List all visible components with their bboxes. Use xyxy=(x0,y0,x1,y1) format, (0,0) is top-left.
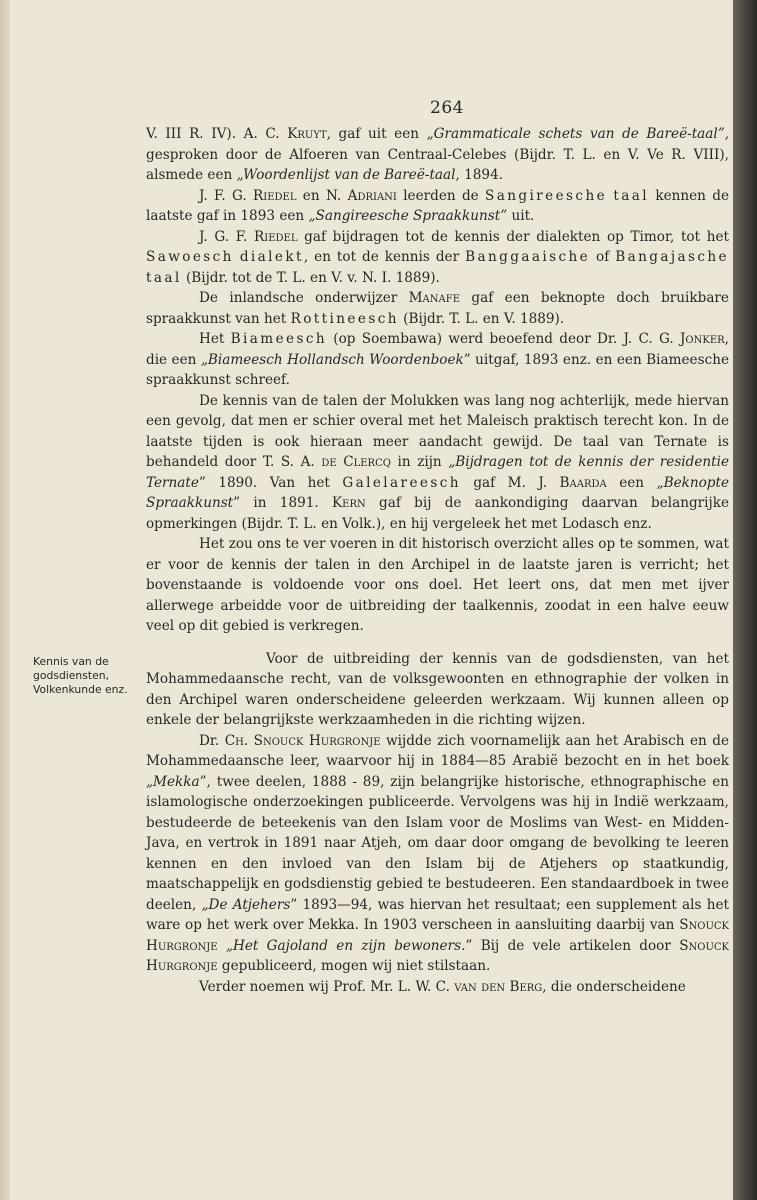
text-run: Banggaaische xyxy=(465,249,591,265)
text-run: taal xyxy=(146,269,182,286)
text-run: of xyxy=(590,249,616,265)
text-run: „De Atjehers xyxy=(201,896,291,913)
page-edge-right xyxy=(733,0,757,1200)
text-run: (Bijdr. T. L. en V. 1889). xyxy=(398,310,565,327)
text-run: , 1894. xyxy=(455,167,504,183)
text-run: Manafe xyxy=(408,290,460,306)
text-run: ”, twee deelen, 1888 - 89, zijn belangrijke historische, ethnographische en islamologische onderzoekingen publiceerde. Vervolgens was hij in Indië werkzaam, bestudeerde de beteekenis van den Islam voor de Moslims van West- en Midden-Java, en vertrok in 1891 naar Atjeh, om daar door omgang de bevolking te leeren kennen en den invloed van den Islam bij de Atjehers op staatkundig, maatschappelijk en godsdienstig gebied te bestudeeren. Een standaardboek in twee deelen, xyxy=(146,773,729,913)
text-run: J. F. G. xyxy=(199,187,254,204)
text-run: „Beknopte Spraakkunst xyxy=(146,474,729,511)
text-run: , gaf uit een xyxy=(326,126,427,142)
text-run: taal xyxy=(613,187,649,204)
paragraph xyxy=(146,227,729,289)
text-run: „Sangireesche Spraakkunst” xyxy=(308,208,508,224)
text-run: Ch. Snouck Hurgronje xyxy=(224,732,381,749)
text-run: Sawoesch xyxy=(146,249,234,265)
text-run: „Woordenlijst van de Bareë-taal xyxy=(236,167,456,183)
text-run: wijdde zich voornamelijk aan het Arabisch en de Mohammedaansche leer, waarvoor hij in 1884—85 Arabië bezocht en in het boek xyxy=(146,732,730,769)
paragraph xyxy=(146,186,729,227)
text-run: „Het Gajoland en zijn bewoners. xyxy=(225,937,466,954)
paragraph xyxy=(146,534,729,637)
text-run: Biameesch xyxy=(230,331,328,347)
text-run: J. G. F. xyxy=(199,228,255,245)
section-paragraph-list xyxy=(146,649,729,998)
text-run: „Bijdragen tot de kennis der residentie Ternate xyxy=(146,454,730,491)
margin-note: Kennis van de godsdiensten, Volkenkunde enz. xyxy=(33,654,128,696)
paragraph-list xyxy=(146,124,729,637)
text-run: De inlandsche onderwijzer xyxy=(199,290,409,306)
text-run: Snouck Hurgronje xyxy=(146,937,730,974)
text-run: leerden de xyxy=(396,187,486,204)
text-run: Baarda xyxy=(559,474,607,491)
text-run: ” uitgaf, 1893 enz. en een Biameesche spraakkunst schreef. xyxy=(146,351,729,388)
text-run: gepubliceerd, mogen wij niet stilstaan. xyxy=(217,958,491,974)
text-run: Adriani xyxy=(347,187,397,204)
text-run: dialekt xyxy=(239,249,304,265)
paragraph xyxy=(146,649,729,731)
text-run: , die een xyxy=(146,331,729,368)
text-run: Jonker xyxy=(679,331,725,347)
text-run: Sangireesche xyxy=(485,187,608,204)
text-run: , en tot de kennis der xyxy=(303,249,466,265)
text-run: gaf een beknopte doch bruikbare spraakkunst van het xyxy=(146,290,729,327)
text-run: Kern xyxy=(332,495,366,511)
paragraph xyxy=(146,731,729,977)
body-text xyxy=(33,124,730,997)
text-run: ” Bij de vele artikelen door xyxy=(465,937,680,954)
text-run: een xyxy=(606,474,657,491)
text-run: ” in 1891. xyxy=(233,495,332,511)
text-run: ” 1890. Van het xyxy=(198,474,343,491)
paragraph xyxy=(146,288,729,329)
text-run: gaf M. J. xyxy=(460,474,560,491)
paragraph xyxy=(146,977,729,998)
text-run: Het zou ons te ver voeren in dit historisch overzicht alles op te sommen, wat er voor de kennis der talen in den Archipel in de laatste jaren is verricht; het bovenstaande is voldoende voor ons doel. Het leert ons, dat men met ijver allerwege arbeidde voor de uitbreiding der taalkennis, zoodat in een halve eeuw veel op dit gebied is verkregen. xyxy=(146,536,729,634)
text-run: „Mekka xyxy=(146,773,200,790)
text-run: Rottineesch xyxy=(290,310,399,327)
section-godsdiensten xyxy=(33,649,730,998)
text-run: Verder noemen wij Prof. Mr. L. W. C. xyxy=(199,978,455,995)
text-run: Kruyt xyxy=(287,126,327,142)
text-run: Dr. xyxy=(199,732,225,749)
text-run: „Biameesch Hollandsch Woordenboek xyxy=(200,351,464,368)
text-run: ” 1893—94, was hiervan het resultaat; een supplement als het ware op het werk over Mekka. In 1903 verscheen in aansluiting daarbij van xyxy=(146,896,729,933)
text-run: Riedel xyxy=(254,228,298,245)
text-run: van den Berg xyxy=(454,978,543,995)
text-run: Bangajasche xyxy=(615,249,729,265)
text-run: (op Soembawa) werd beoefend deor Dr. J. C. G. xyxy=(327,331,680,347)
paragraph xyxy=(146,391,729,535)
text-run: en N. xyxy=(296,187,348,204)
text-run: kennen de laatste gaf in 1893 een xyxy=(146,187,729,224)
text-run: Riedel xyxy=(253,187,297,204)
text-run: Het xyxy=(199,331,231,347)
text-run: , die onderscheidene xyxy=(542,978,686,995)
text-run xyxy=(218,938,226,954)
page-number: 264 xyxy=(430,98,464,118)
paragraph xyxy=(146,124,729,186)
text-run: „Grammaticale schets van de Bareë-taal” xyxy=(426,126,725,142)
text-run: de Clercq xyxy=(321,454,391,470)
text-run: gaf bij de aankondiging daarvan belangrijke opmerkingen (Bijdr. T. L. en Volk.), en hij vergeleek het met Lodasch enz. xyxy=(146,495,729,532)
book-page xyxy=(10,0,733,1200)
text-run: in zijn xyxy=(390,454,449,470)
text-run: gaf bijdragen tot de kennis der dialekten op Timor, tot het xyxy=(297,228,729,245)
page-edge-left xyxy=(0,0,10,1200)
text-run: , gesproken door de Alfoeren van Centraal-Celebes (Bijdr. T. L. en V. Ve R. VIII), alsmede een xyxy=(146,126,730,183)
text-run: (Bijdr. tot de T. L. en V. v. N. I. 1889). xyxy=(181,269,440,286)
text-run: Snouck Hurgronje xyxy=(146,917,729,954)
text-run: Voor de uitbreiding der kennis van de godsdiensten, van het Mohammedaansche recht, van de volksgewoonten en ethnographie der volken in den Archipel waren onderscheidene geleerden werkzaam. Wij kunnen alleen op enkele der belangrijkste werkzaamheden in die richting wijzen. xyxy=(146,650,729,728)
paragraph xyxy=(146,329,729,391)
text-run: Galelareesch xyxy=(342,474,461,491)
text-run: De kennis van de talen der Molukken was lang nog achterlijk, mede hiervan een gevolg, dat men er schier overal met het Maleisch praktisch terecht kon. In de laatste tijden is ook hieraan meer aandacht gewijd. De taal van Ternate is behandeld door T. S. A. xyxy=(146,392,729,470)
text-run: uit. xyxy=(507,208,535,224)
text-run: V. III R. IV). A. C. xyxy=(146,126,288,142)
